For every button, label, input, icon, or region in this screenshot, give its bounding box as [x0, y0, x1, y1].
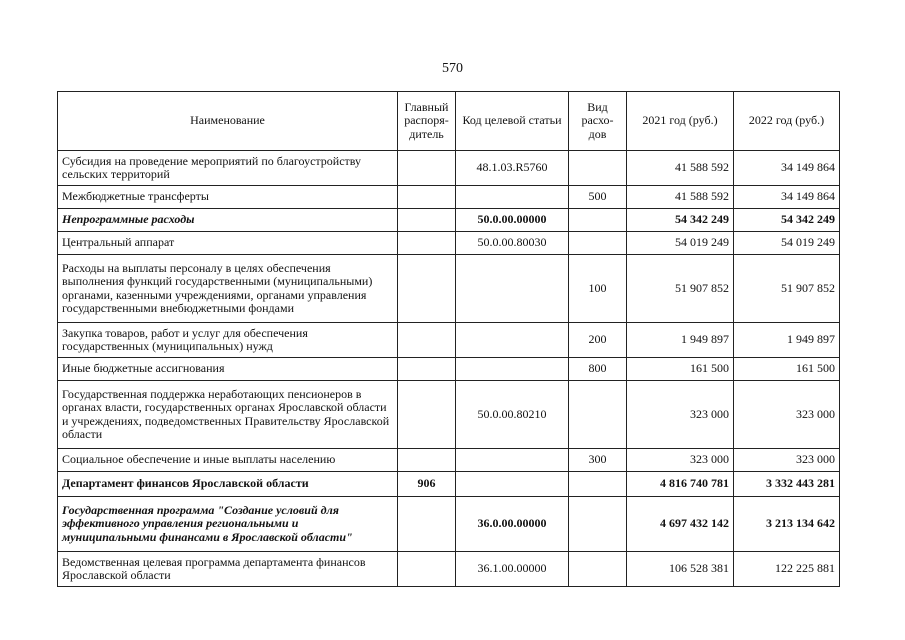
cell-kind: [569, 232, 627, 255]
cell-2022: 3 213 134 642: [734, 497, 840, 552]
cell-code: [456, 323, 569, 358]
cell-kind: [569, 381, 627, 449]
cell-manager: [398, 323, 456, 358]
budget-table: [57, 91, 840, 587]
cell-manager: [398, 552, 456, 587]
table-row: [58, 449, 840, 472]
cell-manager: 906: [398, 472, 456, 497]
cell-2021: 323 000: [627, 381, 734, 449]
cell-kind: 300: [569, 449, 627, 472]
cell-2021: 51 907 852: [627, 255, 734, 323]
cell-kind: [569, 497, 627, 552]
cell-2022: 323 000: [734, 381, 840, 449]
cell-2022: 3 332 443 281: [734, 472, 840, 497]
cell-2021: 106 528 381: [627, 552, 734, 587]
table-row: [58, 358, 840, 381]
cell-name: Ведомственная целевая программа департамента финансов Ярославской области: [58, 552, 398, 587]
cell-2022: 122 225 881: [734, 552, 840, 587]
cell-code: 50.0.00.80030: [456, 232, 569, 255]
cell-kind: [569, 209, 627, 232]
cell-manager: [398, 497, 456, 552]
table-row: [58, 232, 840, 255]
cell-code: [456, 449, 569, 472]
page-number: 570: [442, 61, 463, 76]
cell-name: Государственная программа "Создание условий для эффективного управления региональными и муниципальными финансами в Ярославской области": [58, 497, 398, 552]
cell-kind: 800: [569, 358, 627, 381]
cell-2021: 4 697 432 142: [627, 497, 734, 552]
header-code: Код целевой статьи: [456, 92, 569, 151]
header-manager: Главный распоря-дитель: [398, 92, 456, 151]
cell-manager: [398, 186, 456, 209]
cell-manager: [398, 449, 456, 472]
table-row: [58, 186, 840, 209]
cell-name: Субсидия на проведение мероприятий по благоустройству сельских территорий: [58, 151, 398, 186]
cell-name: Иные бюджетные ассигнования: [58, 358, 398, 381]
cell-kind: [569, 552, 627, 587]
cell-2021: 4 816 740 781: [627, 472, 734, 497]
cell-code: 36.0.00.00000: [456, 497, 569, 552]
cell-code: 48.1.03.R5760: [456, 151, 569, 186]
cell-code: [456, 186, 569, 209]
header-2022: 2022 год (руб.): [734, 92, 840, 151]
cell-code: 50.0.00.80210: [456, 381, 569, 449]
cell-2022: 1 949 897: [734, 323, 840, 358]
cell-2022: 34 149 864: [734, 151, 840, 186]
header-name: Наименование: [58, 92, 398, 151]
cell-2022: 323 000: [734, 449, 840, 472]
table-row: [58, 209, 840, 232]
cell-2021: 54 019 249: [627, 232, 734, 255]
cell-2021: 41 588 592: [627, 186, 734, 209]
cell-code: [456, 358, 569, 381]
table-row: [58, 552, 840, 587]
cell-2021: 1 949 897: [627, 323, 734, 358]
cell-code: [456, 255, 569, 323]
cell-name: Центральный аппарат: [58, 232, 398, 255]
table-row: [58, 497, 840, 552]
cell-manager: [398, 255, 456, 323]
cell-name: Департамент финансов Ярославской области: [58, 472, 398, 497]
cell-2022: 54 019 249: [734, 232, 840, 255]
cell-kind: 200: [569, 323, 627, 358]
cell-name: Социальное обеспечение и иные выплаты населению: [58, 449, 398, 472]
header-kind: Вид расхо-дов: [569, 92, 627, 151]
cell-code: 36.1.00.00000: [456, 552, 569, 587]
cell-kind: [569, 472, 627, 497]
cell-manager: [398, 381, 456, 449]
cell-2021: 161 500: [627, 358, 734, 381]
cell-2021: 41 588 592: [627, 151, 734, 186]
cell-2021: 323 000: [627, 449, 734, 472]
cell-2021: 54 342 249: [627, 209, 734, 232]
cell-kind: 500: [569, 186, 627, 209]
cell-manager: [398, 151, 456, 186]
cell-2022: 161 500: [734, 358, 840, 381]
table-row: [58, 255, 840, 323]
cell-code: 50.0.00.00000: [456, 209, 569, 232]
table-row: [58, 151, 840, 186]
table-row: [58, 323, 840, 358]
cell-name: Расходы на выплаты персоналу в целях обеспечения выполнения функций государственными (муниципальными) органами, казенными учреждениями, органами управления государственными внебюджетными фондами: [58, 255, 398, 323]
cell-2022: 54 342 249: [734, 209, 840, 232]
header-row: [58, 92, 840, 151]
cell-manager: [398, 358, 456, 381]
table-row: [58, 472, 840, 497]
cell-code: [456, 472, 569, 497]
cell-manager: [398, 232, 456, 255]
cell-2022: 34 149 864: [734, 186, 840, 209]
cell-name: Межбюджетные трансферты: [58, 186, 398, 209]
cell-name: Государственная поддержка неработающих пенсионеров в органах власти, государственных органах Ярославской области и учреждениях, подведомственных Правительству Ярославской области: [58, 381, 398, 449]
cell-2022: 51 907 852: [734, 255, 840, 323]
cell-manager: [398, 209, 456, 232]
cell-kind: [569, 151, 627, 186]
cell-kind: 100: [569, 255, 627, 323]
header-2021: 2021 год (руб.): [627, 92, 734, 151]
cell-name: Непрограммные расходы: [58, 209, 398, 232]
cell-name: Закупка товаров, работ и услуг для обеспечения государственных (муниципальных) нужд: [58, 323, 398, 358]
table-row: [58, 381, 840, 449]
